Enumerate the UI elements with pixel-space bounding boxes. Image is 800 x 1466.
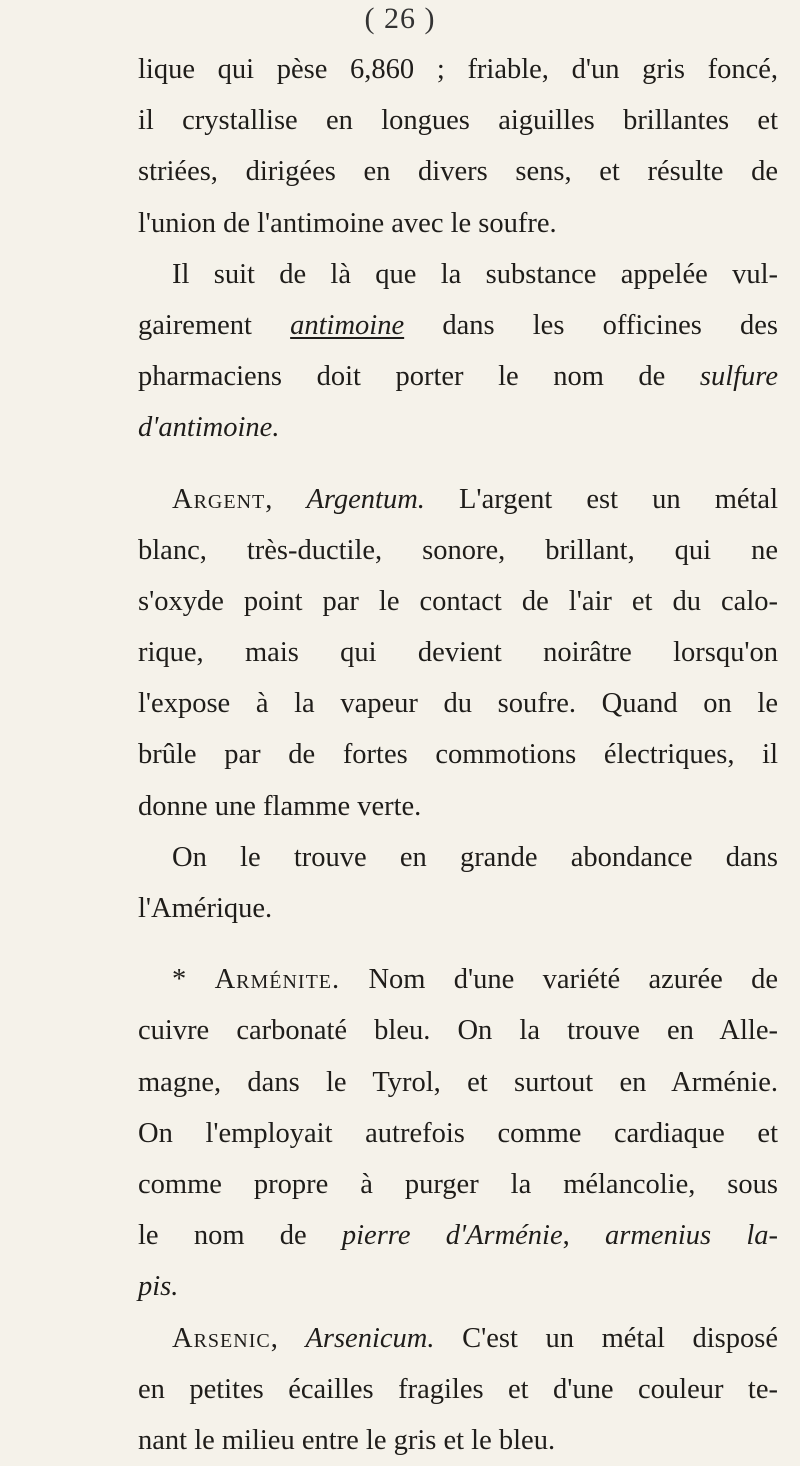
entry-term: Argent [172, 483, 266, 515]
text-line: On l'employait autrefois comme cardiaque et [138, 1117, 778, 1149]
text-run: dans les officines des [404, 309, 778, 341]
text-line: comme propre à purger la mélancolie, sous [138, 1168, 778, 1200]
text-line: il crystallise en longues aiguilles brillantes et [138, 105, 778, 137]
entry-heading-line [138, 1313, 778, 1364]
text-run: , [562, 1220, 605, 1252]
text-line: On le trouve en grande abondance dans [172, 841, 778, 873]
italic-term: sulfure [699, 361, 778, 393]
text-line [138, 351, 778, 402]
text-line: pis. [138, 1271, 179, 1303]
text-line: cuivre carbonaté bleu. On la trouve en Alle- [138, 1015, 778, 1047]
text-line [138, 1210, 778, 1261]
latin-term: Arsenicum. [305, 1322, 435, 1354]
paragraph-gap [138, 454, 778, 474]
page-number: ( 26 ) [364, 2, 436, 35]
text-line: Il suit de là que la substance appelée vul- [172, 258, 778, 290]
text-line: donne une flamme verte. [138, 790, 422, 822]
text-run: gairement [138, 309, 291, 341]
page-body-text [138, 44, 778, 1466]
text-line: en petites écailles fragiles et d'une couleur te- [138, 1373, 778, 1405]
asterisk-mark: * [172, 964, 215, 996]
text-run: , [270, 1322, 306, 1354]
italic-term: armenius la- [605, 1220, 778, 1252]
italic-term: antimoine [290, 309, 405, 341]
text-line: brûle par de fortes commotions électriques, il [138, 739, 778, 771]
text-line: l'union de l'antimoine avec le soufre. [138, 207, 557, 239]
text-run: le nom de [138, 1220, 342, 1252]
text-line: l'Amérique. [138, 893, 273, 924]
text-line: blanc, très-ductile, sonore, brillant, qui ne [138, 534, 778, 566]
paragraph-gap [138, 934, 778, 954]
text-line: magne, dans le Tyrol, et surtout en Arménie. [138, 1066, 778, 1098]
text-line: striées, dirigées en divers sens, et résulte de [138, 156, 778, 188]
entry-heading-line [138, 474, 778, 525]
text-line: nant le milieu entre le gris et le bleu. [138, 1424, 556, 1456]
latin-term: Argentum. [306, 483, 425, 515]
text-line: l'expose à la vapeur du soufre. Quand on le [138, 688, 778, 720]
text-run: , [265, 483, 307, 515]
entry-term: Arsenic [172, 1322, 271, 1354]
text-run: pharmaciens doit porter le nom de [138, 361, 700, 393]
entry-heading-line [138, 954, 778, 1005]
text-run: Nom d'une variété azurée de [340, 964, 778, 996]
entry-term: Arménite. [214, 964, 341, 996]
italic-term: pierre d'Arménie [341, 1220, 563, 1252]
text-run: C'est un métal disposé [434, 1322, 779, 1354]
text-line: lique qui pèse 6,860 ; friable, d'un gris foncé, [138, 54, 778, 85]
text-line: s'oxyde point par le contact de l'air et du calo- [138, 585, 778, 617]
text-line: rique, mais qui devient noirâtre lorsqu'on [138, 637, 778, 669]
text-line [138, 300, 778, 351]
text-line: d'antimoine. [138, 412, 280, 444]
text-run: L'argent est un métal [424, 483, 779, 515]
